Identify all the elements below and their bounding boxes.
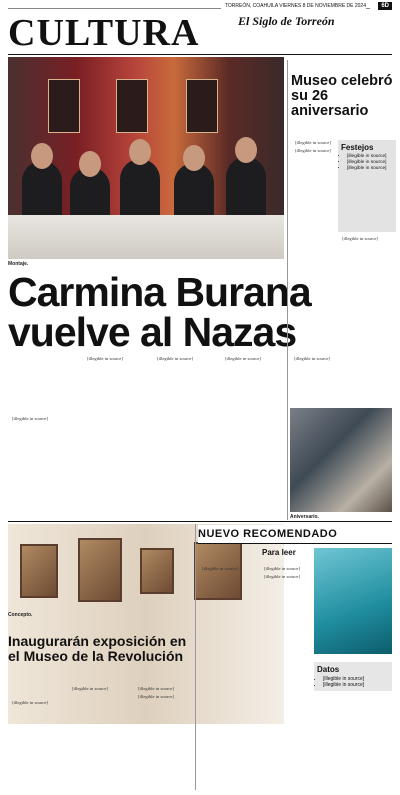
- column-divider: [195, 524, 196, 790]
- main-body-col4: [221, 356, 285, 514]
- factbox-list: [341, 154, 393, 172]
- paragraph: [illegible in source]: [295, 147, 331, 153]
- section-title: CULTURA: [8, 12, 200, 54]
- paragraph: [illegible in source]: [342, 236, 378, 241]
- newspaper-logo: El Siglo de Torreón: [238, 14, 335, 28]
- main-headline: Carmina Burana vuelve al Nazas: [8, 269, 311, 355]
- painting-frame: [140, 548, 174, 594]
- list-item: • [illegible in source]: [347, 160, 393, 166]
- top-bar: [8, 3, 392, 12]
- exhibition-caption: Concepto.: [8, 612, 33, 618]
- person-head: [129, 139, 151, 165]
- poster-image: [48, 79, 80, 133]
- recommended-title: NUEVO RECOMENDADO: [198, 528, 338, 540]
- paragraph: [illegible in source]: [295, 140, 331, 145]
- main-body-col5: [290, 356, 392, 404]
- lower-body-col1: [8, 700, 64, 790]
- list-item: • [illegible in source]: [347, 166, 393, 172]
- column-divider: [287, 60, 288, 520]
- factbox-title: Festejos: [341, 143, 374, 152]
- paragraph: [illegible in source]: [157, 356, 193, 361]
- datos-list: [317, 676, 389, 688]
- section-rule: [8, 521, 392, 522]
- person-head: [79, 151, 101, 177]
- anniversary-caption: Aniversario.: [290, 514, 319, 520]
- lower-headline: Inaugurarán exposición en el Museo de la Revolución: [8, 633, 187, 664]
- lower-body-col3: [134, 686, 194, 790]
- caption-label: Montaje.: [8, 261, 29, 267]
- page-number: 6D: [378, 2, 392, 10]
- paragraph: [illegible in source]: [264, 566, 300, 571]
- rec-kicker: Para leer: [262, 548, 296, 557]
- lower-body-col2: [68, 686, 130, 790]
- list-item: • [illegible in source]: [347, 154, 393, 160]
- conference-table: [8, 215, 284, 259]
- main-body-col3: [153, 356, 217, 514]
- person-head: [31, 143, 53, 169]
- masthead: [8, 14, 392, 52]
- paragraph: [illegible in source]: [225, 356, 261, 361]
- paragraph: [illegible in source]: [294, 356, 330, 361]
- datos-box: [314, 662, 392, 691]
- paragraph: [illegible in source]: [138, 693, 174, 699]
- rec-body-col1: [198, 566, 256, 790]
- rec-body-col2: [260, 566, 312, 790]
- masthead-rule: [8, 54, 392, 55]
- press-conference-photo: [8, 57, 284, 259]
- paragraph: [illegible in source]: [72, 686, 108, 691]
- painting-frame: [20, 544, 58, 598]
- paragraph: [illegible in source]: [202, 566, 238, 571]
- paragraph: [illegible in source]: [264, 573, 300, 579]
- list-item: • [illegible in source]: [323, 682, 389, 688]
- painting-frame: [78, 538, 122, 602]
- person-head: [235, 137, 257, 163]
- poster-image: [186, 79, 218, 133]
- anniversary-photo: [290, 408, 392, 512]
- main-body-col2: [83, 356, 149, 514]
- poster-image: [116, 79, 148, 133]
- paragraph: [illegible in source]: [138, 686, 174, 691]
- datos-title: Datos: [317, 665, 340, 674]
- side-headline: Museo celebró su 26 aniversario: [291, 73, 393, 119]
- book-cover: [314, 548, 392, 654]
- paragraph: [illegible in source]: [87, 356, 123, 361]
- recommended-bar: [198, 525, 392, 544]
- list-item: • [illegible in source]: [323, 676, 389, 682]
- fact-box: [338, 140, 396, 232]
- main-body-col1: [8, 416, 78, 514]
- brand-block: [238, 14, 392, 29]
- edition-date: TORREÓN, COAHUILA VIERNES 8 DE NOVIEMBRE DE 2024: [221, 3, 366, 9]
- person-head: [183, 145, 205, 171]
- paragraph: [illegible in source]: [12, 700, 48, 705]
- paragraph: [illegible in source]: [12, 416, 48, 421]
- photo-caption: [8, 261, 284, 267]
